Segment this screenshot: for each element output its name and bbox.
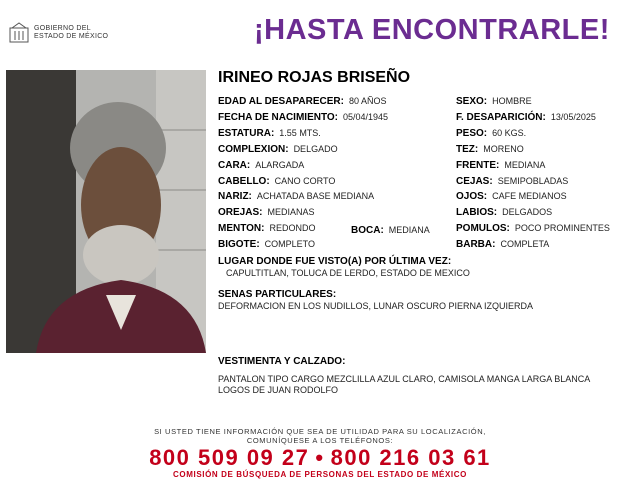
field-cejas-label: CEJAS:: [456, 176, 493, 187]
field-cabello-value: CANO CORTO: [274, 176, 336, 186]
last-seen-value: CAPULTITLAN, TOLUCA DE LERDO, ESTADO DE MEXICO: [226, 268, 470, 278]
field-desaparicion-value: 13/05/2025: [550, 112, 596, 122]
field-orejas: [218, 207, 314, 218]
field-complexion-value: DELGADO: [293, 144, 338, 154]
headline: ¡HASTA ENCONTRARLE!: [254, 14, 610, 46]
field-estatura: [218, 128, 321, 139]
field-sexo-label: SEXO:: [456, 96, 488, 107]
government-logo: [8, 20, 128, 48]
logo-line-1: GOBIERNO DEL: [34, 25, 91, 32]
field-bigote-value: COMPLETO: [264, 239, 316, 249]
clothing-label: VESTIMENTA Y CALZADO:: [218, 356, 346, 367]
field-sexo-value: HOMBRE: [492, 96, 532, 106]
field-cejas: [456, 176, 568, 187]
field-nacimiento-label: FECHA DE NACIMIENTO:: [218, 112, 338, 123]
field-ojos-label: OJOS:: [456, 191, 488, 202]
logo-text: [34, 25, 108, 41]
field-peso-label: PESO:: [456, 128, 488, 139]
field-frente-label: FRENTE:: [456, 160, 500, 171]
field-pomulos: [456, 223, 610, 234]
field-frente-value: MEDIANA: [504, 160, 546, 170]
field-menton: [218, 223, 316, 234]
field-complexion-label: COMPLEXION:: [218, 144, 289, 155]
phone-separator: •: [315, 445, 325, 470]
contact-notice-line-1: SI USTED TIENE INFORMACIÓN QUE SEA DE UTILIDAD PARA SU LOCALIZACIÓN,: [154, 427, 486, 436]
field-complexion: [218, 144, 338, 155]
field-nacimiento-value: 05/04/1945: [343, 112, 389, 122]
field-desaparicion: [456, 112, 596, 123]
person-name: IRINEO ROJAS BRISEÑO: [218, 69, 411, 86]
field-orejas-value: MEDIANAS: [267, 207, 315, 217]
phone-number-2[interactable]: 800 216 03 61: [330, 445, 491, 470]
field-nariz: [218, 191, 374, 202]
logo-line-2: ESTADO DE MÉXICO: [34, 33, 109, 40]
field-frente: [456, 160, 545, 171]
field-cejas-value: SEMIPOBLADAS: [497, 176, 569, 186]
field-bigote: [218, 239, 315, 250]
particulars-label: SENAS PARTICULARES:: [218, 289, 337, 300]
field-nacimiento: [218, 112, 388, 123]
field-boca-label: BOCA:: [351, 225, 384, 236]
field-labios: [456, 207, 552, 218]
commission-name: COMISIÓN DE BÚSQUEDA DE PERSONAS DEL ESTADO DE MÉXICO: [173, 470, 467, 479]
clothing-line-1: PANTALON TIPO CARGO MEZCLILLA AZUL CLARO, CAMISOLA MANGA LARGA BLANCA: [218, 374, 591, 384]
phone-numbers: [0, 445, 640, 471]
field-ojos: [456, 191, 567, 202]
field-bigote-label: BIGOTE:: [218, 239, 260, 250]
field-desaparicion-label: F. DESAPARICIÓN:: [456, 112, 546, 123]
field-menton-value: REDONDO: [269, 223, 316, 233]
field-pomulos-value: POCO PROMINENTES: [514, 223, 610, 233]
particulars-value: DEFORMACION EN LOS NUDILLOS, LUNAR OSCURO PIERNA IZQUIERDA: [218, 301, 534, 311]
field-menton-label: MENTON:: [218, 223, 265, 234]
field-peso-value: 60 KGS.: [492, 128, 527, 138]
field-labios-value: DELGADOS: [502, 207, 553, 217]
field-boca-value: MEDIANA: [388, 225, 430, 235]
clothing-line-2: LOGOS DE JUAN RODOLFO: [218, 385, 339, 395]
last-seen-label: LUGAR DONDE FUE VISTO(A) POR ÚLTIMA VEZ:: [218, 256, 452, 267]
field-estatura-label: ESTATURA:: [218, 128, 275, 139]
field-nariz-label: NARIZ:: [218, 191, 252, 202]
field-barba: [456, 239, 549, 250]
contact-notice-line-2: COMUNÍQUESE A LOS TELÉFONOS:: [246, 436, 394, 445]
field-estatura-value: 1.55 MTS.: [279, 128, 321, 138]
field-sexo: [456, 96, 532, 107]
field-edad-value: 80 AÑOS: [348, 96, 387, 106]
field-edad-label: EDAD AL DESAPARECER:: [218, 96, 344, 107]
field-edad: [218, 96, 386, 107]
state-emblem-icon: [8, 22, 30, 44]
field-nariz-value: ACHATADA BASE MEDIANA: [256, 191, 375, 201]
field-cara: [218, 160, 304, 171]
field-labios-label: LABIOS:: [456, 207, 498, 218]
field-cara-label: CARA:: [218, 160, 251, 171]
field-tez: [456, 144, 524, 155]
field-cabello: [218, 176, 335, 187]
field-boca: [351, 225, 430, 236]
field-cabello-label: CABELLO:: [218, 176, 270, 187]
field-barba-label: BARBA:: [456, 239, 496, 250]
phone-number-1[interactable]: 800 509 09 27: [149, 445, 310, 470]
field-orejas-label: OREJAS:: [218, 207, 263, 218]
field-tez-label: TEZ:: [456, 144, 479, 155]
field-barba-value: COMPLETA: [500, 239, 550, 249]
field-peso: [456, 128, 526, 139]
field-pomulos-label: POMULOS:: [456, 223, 510, 234]
field-cara-value: ALARGADA: [255, 160, 305, 170]
field-tez-value: MORENO: [483, 144, 524, 154]
field-ojos-value: CAFE MEDIANOS: [492, 191, 567, 201]
person-photo: [6, 70, 206, 353]
